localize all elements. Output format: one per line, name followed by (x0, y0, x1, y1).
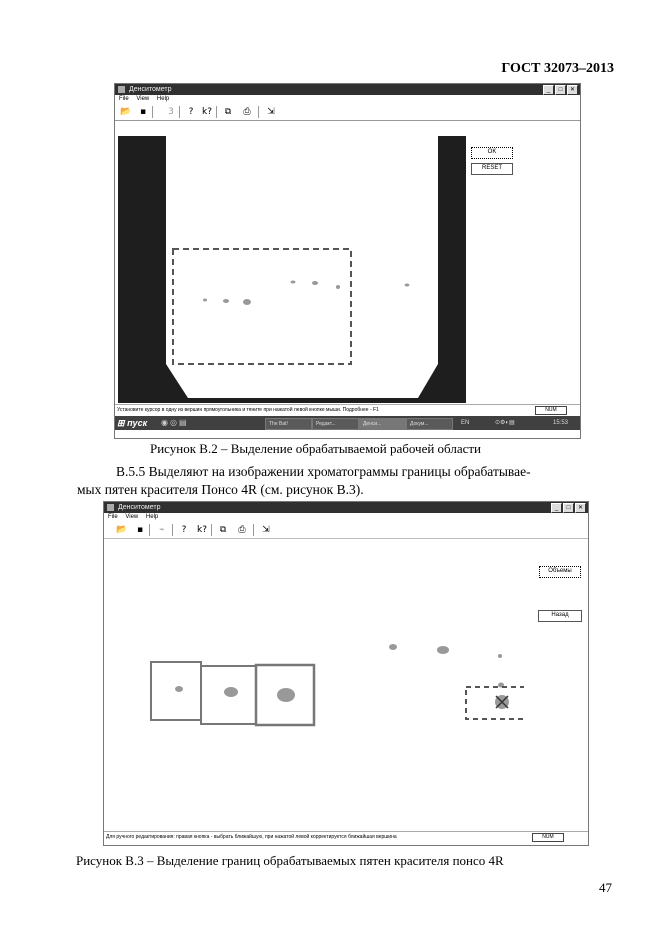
app-icon (118, 86, 125, 93)
toolbar (115, 104, 580, 121)
start-button[interactable] (117, 417, 157, 429)
status-text: Установите курсор в одну из вершин прямоугольника и тяните при нажатой левой кнопке мыши. Подробнее - F1 (117, 407, 379, 413)
minimize-button[interactable]: _ (551, 503, 562, 513)
help-icon[interactable]: ? (181, 525, 187, 535)
menubar (104, 513, 588, 522)
toolbar-separator (253, 524, 254, 536)
status-bar (104, 831, 588, 842)
maximize-button[interactable]: □ (563, 503, 574, 513)
windows-logo-icon: ⊞ (117, 418, 125, 428)
help-icon[interactable]: ? (188, 107, 194, 117)
start-label: пуск (127, 418, 148, 428)
save-icon[interactable]: ▪ (139, 107, 147, 117)
folder-open-icon[interactable]: 📂 (116, 525, 128, 535)
minimize-button[interactable]: _ (543, 85, 554, 95)
menu-file[interactable]: File (119, 96, 129, 102)
clock: 15:53 (553, 420, 569, 426)
status-text: Для ручного редактирования: правая кнопка - выбрать ближайшую, при нажатой левой корректируется ближайшая вершина (106, 834, 397, 840)
spot (405, 284, 410, 287)
exit-icon[interactable]: ⇲ (262, 525, 270, 535)
spot (437, 646, 449, 654)
densitometer-window-1 (114, 83, 581, 439)
window-title: Денситометр (129, 86, 172, 93)
toolbar-separator (179, 106, 180, 118)
chromatogram-image[interactable] (118, 136, 466, 403)
windows-icon[interactable]: ⧉ (224, 107, 232, 117)
toolbar-separator (216, 106, 217, 118)
language-indicator[interactable]: EN (461, 420, 470, 426)
camera-icon[interactable]: ⎙ (238, 525, 246, 535)
windows-icon[interactable]: ⧉ (219, 525, 227, 535)
paragraph-line-1: В.5.5 Выделяют на изображении хроматограммы границы обрабатывае- (116, 464, 531, 479)
spot (498, 654, 502, 658)
toolbar (104, 522, 588, 539)
figure-caption-b2: Рисунок В.2 – Выделение обрабатываемой рабочей области (150, 441, 482, 456)
help-pointer-icon[interactable]: k? (197, 525, 207, 535)
menu-help[interactable]: Help (156, 96, 170, 102)
close-button[interactable]: ✕ (575, 503, 586, 513)
reset-button[interactable]: RESET (471, 163, 513, 175)
app-icon (107, 504, 114, 511)
window-titlebar[interactable] (104, 502, 588, 513)
quicklaunch-icons[interactable]: ◉ ◎ ▤ (161, 418, 187, 427)
save-icon[interactable]: ▪ (136, 525, 144, 535)
menu-view[interactable]: View (136, 96, 150, 102)
help-pointer-icon[interactable]: k? (202, 107, 212, 117)
menu-help[interactable]: Help (145, 514, 159, 520)
camera-icon[interactable]: ⎙ (243, 107, 251, 117)
back-button[interactable]: Назад (538, 610, 582, 622)
spot (175, 686, 183, 692)
pointer-icon[interactable]: ⌁ (159, 525, 165, 535)
spot (312, 281, 318, 285)
ok-button[interactable]: OK (471, 147, 513, 159)
taskbar-item[interactable]: Редакт... (312, 418, 359, 430)
volumes-button[interactable]: Объемы (539, 566, 581, 578)
densitometer-window-2 (103, 501, 589, 846)
paragraph-line-2: мых пятен красителя Понсо 4R (см. рисунок В.3). (77, 482, 364, 497)
figure-caption-b3: Рисунок В.3 – Выделение границ обрабатываемых пятен красителя понсо 4R (76, 853, 504, 868)
taskbar (115, 416, 580, 430)
spot (224, 687, 238, 697)
close-button[interactable]: ✕ (567, 85, 578, 95)
toolbar-separator (172, 524, 173, 536)
exit-icon[interactable]: ⇲ (267, 107, 275, 117)
spot (223, 299, 229, 303)
toolbar-separator (211, 524, 212, 536)
window-titlebar[interactable] (115, 84, 580, 95)
spot (203, 299, 207, 302)
pointer-icon[interactable]: 3 (168, 107, 174, 117)
spot (243, 299, 251, 305)
taskbar-item[interactable]: Докум... (406, 418, 453, 430)
folder-open-icon[interactable]: 📂 (120, 107, 132, 117)
page-number: 47 (599, 880, 612, 895)
menubar (115, 95, 580, 104)
standard-header: ГОСТ 32073–2013 (501, 61, 614, 76)
spot (389, 644, 397, 650)
num-indicator: NUM (535, 406, 567, 415)
chromatogram-image[interactable] (104, 552, 524, 830)
toolbar-separator (152, 106, 153, 118)
taskbar-item[interactable]: Денси... (359, 418, 406, 430)
active-selection-rectangle[interactable] (466, 687, 524, 719)
toolbar-separator (258, 106, 259, 118)
window-title: Денситометр (118, 504, 161, 511)
menu-view[interactable]: View (125, 514, 139, 520)
spot (291, 281, 296, 284)
num-indicator: NUM (532, 833, 564, 842)
taskbar-item[interactable]: The Bat! (265, 418, 312, 430)
tray-icons[interactable]: ⊙⚙◐▤ (495, 420, 515, 426)
spot-box-1[interactable] (151, 662, 201, 720)
spot (336, 285, 340, 289)
toolbar-separator (149, 524, 150, 536)
spot (277, 688, 295, 702)
maximize-button[interactable]: □ (555, 85, 566, 95)
menu-file[interactable]: File (108, 514, 118, 520)
status-bar (115, 404, 580, 415)
